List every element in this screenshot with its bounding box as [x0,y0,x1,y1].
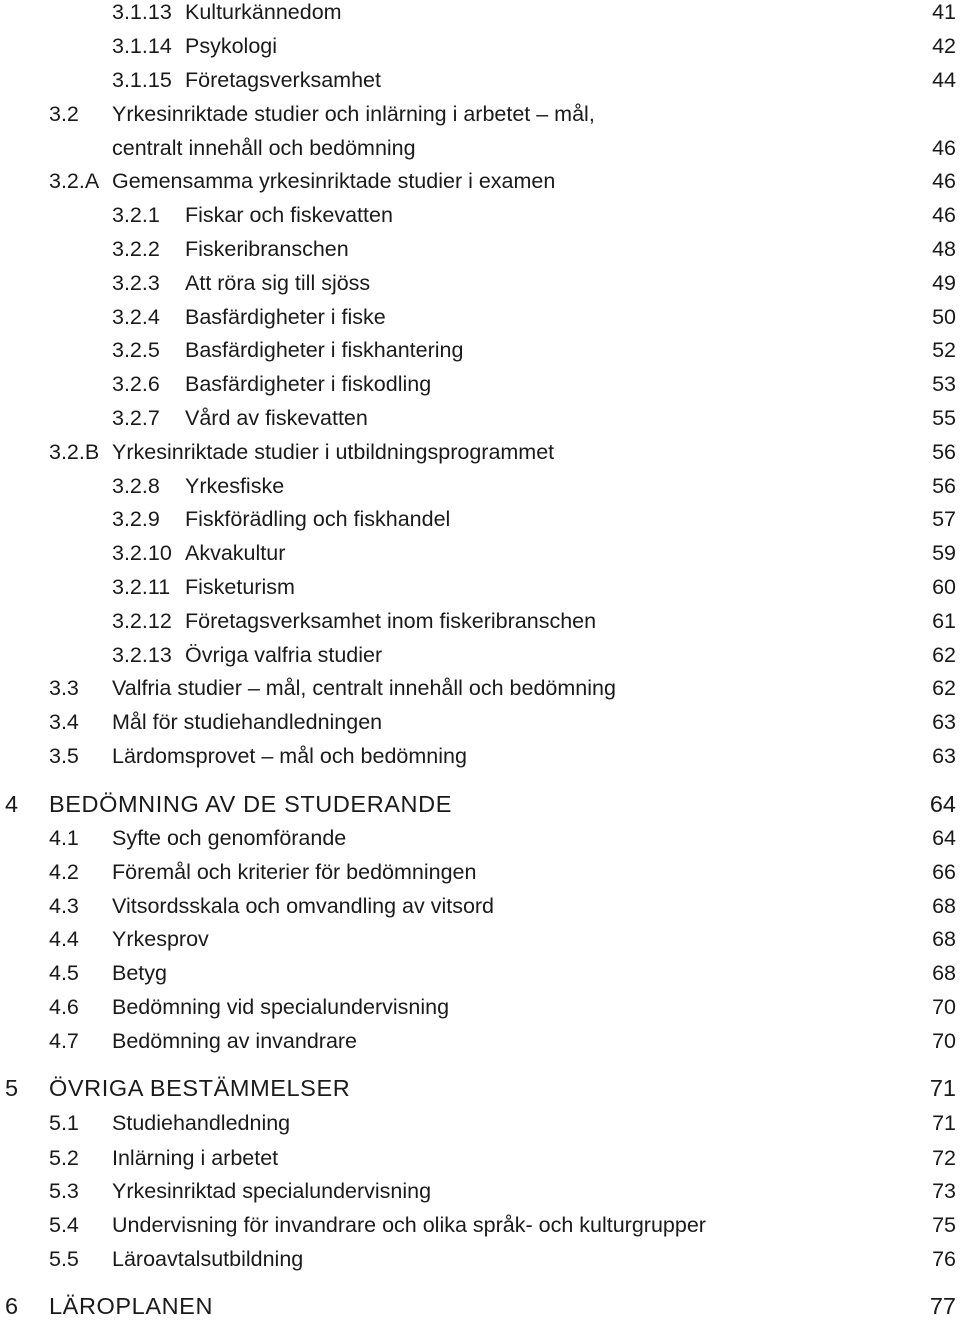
toc-entry [0,30,960,62]
toc-entry-title: Bedömning vid specialundervisning [112,995,450,1019]
toc-chapter-title: BEDÖMNING AV DE STUDERANDE [49,791,452,817]
toc-entry [0,199,960,231]
toc-entry-page: 50 [932,305,956,329]
toc-entry [0,1243,960,1275]
toc-entry-title: Övriga valfria studier [185,643,383,667]
toc-chapter-heading [0,1070,960,1106]
toc-entry-number: 3.2.10 [112,541,172,565]
toc-entry-page: 60 [932,575,956,599]
toc-entry [0,267,960,299]
toc-entry-page: 46 [932,203,956,227]
toc-entry [0,98,960,130]
toc-entry [0,368,960,400]
toc-entry-number: 4.4 [49,927,79,951]
toc-entry-number: 5.3 [49,1179,79,1203]
toc-entry-number: 3.1.14 [112,34,172,58]
toc-entry [0,890,960,922]
toc-entry-title: Vitsordsskala och omvandling av vitsord [112,894,495,918]
toc-entry-number: 4.5 [49,961,79,985]
toc-entry [0,1107,960,1139]
toc-entry-title: Inlärning i arbetet [112,1146,279,1170]
toc-entry-number: 3.2.A [49,169,100,193]
toc-entry-page: 61 [932,609,956,633]
toc-entry [0,132,960,164]
toc-entry-number: 3.2.3 [112,271,160,295]
toc-entry-page: 46 [932,169,956,193]
toc-entry-number: 3.2.4 [112,305,160,329]
toc-entry [0,571,960,603]
toc-entry-number: 5.2 [49,1146,79,1170]
toc-entry-page: 68 [932,894,956,918]
toc-chapter-heading [0,786,960,822]
toc-entry-number: 3.2.2 [112,237,160,261]
toc-entry-page: 70 [932,995,956,1019]
toc-entry-number: 3.5 [49,744,79,768]
toc-chapter-number: 6 [5,1293,19,1319]
toc-entry-number: 3.2.6 [112,372,160,396]
toc-entry-page: 62 [932,643,956,667]
toc-entry-number: 3.2.B [49,440,100,464]
toc-entry-number: 3.4 [49,710,79,734]
toc-entry-number: 3.2.5 [112,338,160,362]
toc-entry-page: 76 [932,1247,956,1271]
toc-entry-page: 73 [932,1179,956,1203]
toc-entry-title: Föremål och kriterier för bedömningen [112,860,477,884]
toc-entry-page: 63 [932,744,956,768]
toc-entry-page: 72 [932,1146,956,1170]
toc-entry-number: 3.1.15 [112,68,172,92]
toc-entry-title: Studiehandledning [112,1111,291,1135]
toc-entry-number: 3.2.11 [112,575,171,599]
toc-entry [0,1209,960,1241]
toc-entry-number: 4.6 [49,995,79,1019]
toc-entry-title: Fiskeribranschen [185,237,349,261]
toc-entry-number: 5.5 [49,1247,79,1271]
toc-entry-page: 59 [932,541,956,565]
toc-entry-number: 3.1.13 [112,0,172,24]
toc-entry-page: 68 [932,927,956,951]
toc-entry-title: Yrkesinriktad specialundervisning [112,1179,432,1203]
toc-entry-title: Att röra sig till sjöss [185,271,371,295]
toc-chapter-page: 71 [929,1075,956,1101]
toc-entry-title: Läroavtalsutbildning [112,1247,304,1271]
toc-entry-title: Psykologi [185,34,278,58]
toc-entry-page: 41 [932,0,956,24]
toc-chapter-title: LÄROPLANEN [49,1293,214,1319]
toc-entry-page: 46 [932,136,956,160]
toc-entry-page: 42 [932,34,956,58]
toc-entry-page: 66 [932,860,956,884]
toc-entry-title: Akvakultur [185,541,286,565]
toc-entry-number: 3.3 [49,676,79,700]
toc-entry [0,1175,960,1207]
toc-entry [0,991,960,1023]
toc-chapter-title: ÖVRIGA BESTÄMMELSER [49,1075,351,1101]
toc-entry-page: 63 [932,710,956,734]
toc-entry-title: Kulturkännedom [185,0,342,24]
toc-entry-title: Yrkesinriktade studier i utbildningsprogrammet [112,440,555,464]
toc-entry [0,334,960,366]
toc-entry-title: centralt innehåll och bedömning [112,136,416,160]
toc-entry-title: Undervisning för invandrare och olika språk- och kulturgrupper [112,1213,706,1237]
toc-entry-number: 3.2.12 [112,609,172,633]
toc-entry-page: 62 [932,676,956,700]
toc-entry-title: Fiskförädling och fiskhandel [185,507,451,531]
toc-entry-number: 3.2.8 [112,474,160,498]
toc-entry [0,605,960,637]
toc-chapter-number: 4 [5,791,19,817]
toc-entry [0,0,960,28]
toc-entry-page: 75 [932,1213,956,1237]
toc-entry-title: Basfärdigheter i fiske [185,305,386,329]
toc-entry-page: 56 [932,474,956,498]
toc-entry [0,639,960,671]
toc-entry [0,822,960,854]
toc-entry [0,1025,960,1057]
toc-entry-page: 48 [932,237,956,261]
toc-entry-page: 64 [932,826,956,850]
toc-chapter-number: 5 [5,1075,19,1101]
toc-entry-title: Yrkesinriktade studier och inlärning i arbetet – mål, [112,102,595,126]
toc-entry-title: Vård av fiskevatten [185,406,368,430]
toc-entry-title: Fiskar och fiskevatten [185,203,393,227]
toc-entry-number: 4.2 [49,860,79,884]
toc-entry-page: 70 [932,1029,956,1053]
toc-entry [0,856,960,888]
toc-entry-title: Betyg [112,961,167,985]
toc-entry-number: 4.3 [49,894,79,918]
toc-chapter-page: 64 [929,791,956,817]
toc-entry-page: 55 [932,406,956,430]
toc-entry-title: Fisketurism [185,575,295,599]
toc-entry-page: 52 [932,338,956,362]
toc-entry [0,64,960,96]
toc-entry-page: 49 [932,271,956,295]
toc-entry-number: 3.2.9 [112,507,160,531]
toc-entry [0,402,960,434]
toc-entry [0,672,960,704]
toc-entry [0,537,960,569]
toc-entry-number: 5.4 [49,1213,79,1237]
toc-entry-number: 4.7 [49,1029,79,1053]
toc-entry [0,165,960,197]
toc-entry-title: Mål för studiehandledningen [112,710,383,734]
toc-entry [0,1142,960,1174]
toc-entry-number: 3.2.1 [112,203,160,227]
toc-entry-title: Bedömning av invandrare [112,1029,358,1053]
toc-entry-title: Yrkesfiske [185,474,285,498]
toc-entry-title: Lärdomsprovet – mål och bedömning [112,744,467,768]
toc-entry-page: 68 [932,961,956,985]
toc-entry-title: Företagsverksamhet [185,68,381,92]
toc-entry-number: 3.2 [49,102,79,126]
toc-entry-number: 3.2.13 [112,643,172,667]
toc-entry-title: Gemensamma yrkesinriktade studier i examen [112,169,556,193]
toc-entry-title: Valfria studier – mål, centralt innehåll och bedömning [112,676,616,700]
toc-entry-title: Basfärdigheter i fiskodling [185,372,432,396]
toc-entry-page: 71 [932,1111,956,1135]
toc-entry-title: Yrkesprov [112,927,209,951]
toc-entry [0,503,960,535]
toc-entry-number: 3.2.7 [112,406,160,430]
toc-chapter-page: 77 [929,1293,956,1319]
toc-entry [0,301,960,333]
toc-entry-title: Syfte och genomförande [112,826,347,850]
toc-entry-page: 44 [932,68,956,92]
toc-entry [0,740,960,772]
toc-entry [0,470,960,502]
toc-entry-number: 5.1 [49,1111,79,1135]
toc-entry [0,436,960,468]
toc-entry [0,923,960,955]
toc-entry-title: Basfärdigheter i fiskhantering [185,338,464,362]
toc-entry [0,233,960,265]
toc-entry-page: 57 [932,507,956,531]
toc-entry-title: Företagsverksamhet inom fiskeribranschen [185,609,597,633]
toc-entry-number: 4.1 [49,826,79,850]
toc-entry [0,957,960,989]
toc-entry-page: 53 [932,372,956,396]
toc-entry-page: 56 [932,440,956,464]
toc-entry [0,706,960,738]
